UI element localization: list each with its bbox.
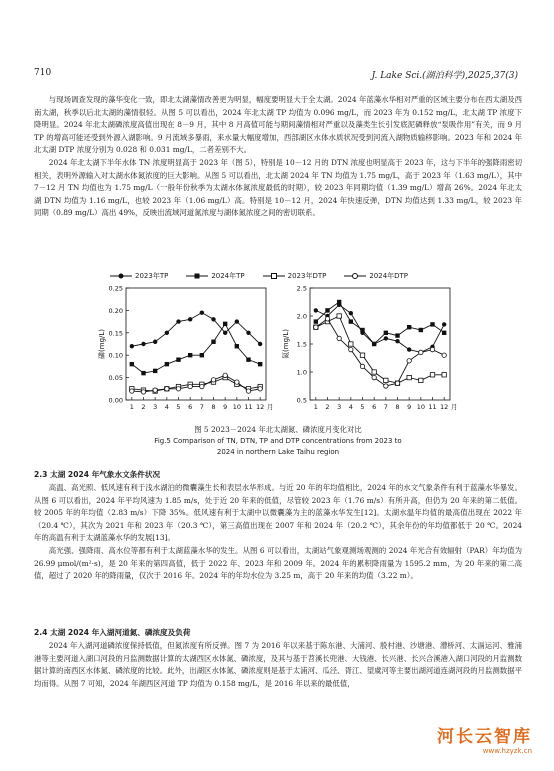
data-point <box>153 388 157 392</box>
figure-caption-en-line2: 2024 in northern Lake Taihu region <box>216 448 340 456</box>
data-point <box>176 357 180 361</box>
x-tick-label: 6 <box>188 403 193 411</box>
x-tick-label: 3 <box>337 403 342 411</box>
x-tick-label: 9 <box>407 403 412 411</box>
x-tick-label: 5 <box>360 403 365 411</box>
data-point <box>384 384 388 388</box>
data-point <box>407 347 411 351</box>
data-point <box>130 389 134 393</box>
figure-caption-cn: 图 5 2023－2024 年北太湖氮、磷浓度月变化对比 <box>194 425 362 434</box>
series-line <box>132 375 260 392</box>
data-point <box>372 375 376 379</box>
phosphorus-chart <box>96 282 276 420</box>
data-point <box>165 331 169 335</box>
data-point <box>419 328 423 332</box>
data-point <box>235 380 239 384</box>
x-tick-label: 1 <box>313 403 318 411</box>
data-point <box>200 384 204 388</box>
data-point <box>384 378 388 382</box>
data-point <box>258 342 262 346</box>
y-tick-label: 0.20 <box>108 306 123 315</box>
filled-square-marker-icon <box>186 272 208 280</box>
data-point <box>384 336 388 340</box>
data-point <box>349 342 353 346</box>
data-point <box>442 373 446 377</box>
filled-circle-marker-icon <box>110 272 132 280</box>
data-point <box>395 381 399 385</box>
data-point <box>235 344 239 348</box>
data-point <box>372 370 376 374</box>
x-tick-label: 11 <box>428 403 437 411</box>
data-point <box>130 362 134 366</box>
data-point <box>407 359 411 363</box>
section-heading-2-3: 2.3 太湖 2024 年气象水文条件状况 <box>34 470 161 479</box>
chart-legend <box>110 271 450 281</box>
data-point <box>141 342 145 346</box>
paragraph: 高温、高光照、低风速有利于浅水湖泊的微囊藻生长和表层水华形成。与近 20 年的年均值相比，2024 年的水文气象条件有利于蓝藻水华暴发。从图 6 可以看出，2024 年平均风速为 1.85 m/s，处于近 20 年来的低值，尽管较 2023 年（1.76 m/s）有所升高，但仍为 20 年来的第二低值。较 2005 年的年均值（2.83 m/s）下降 35%。低风速有利于太湖中以微囊藻为主的蓝藻水华发生[12]。太湖水温年均值的最高值出现在 2022 年（20.4 ℃），其次为 2021 年和 2023 年（20.3 ℃），第三高值出现在 2007 年和 2024 年（20.2 ℃），其余年份的年均值都低于 20 ℃。2024 年的高温有利于太湖蓝藻水华的发展[13]。 <box>34 483 522 543</box>
data-point <box>349 347 353 351</box>
x-axis-label: 月 <box>267 403 274 411</box>
data-point <box>407 375 411 379</box>
y-tick-label: 2.5 <box>296 284 307 293</box>
y-tick-label: 0.05 <box>108 374 123 383</box>
data-point <box>223 331 227 335</box>
data-point <box>337 314 341 318</box>
data-point <box>407 325 411 329</box>
data-point <box>349 319 353 323</box>
x-axis-label: 月 <box>451 403 458 411</box>
data-point <box>314 319 318 323</box>
x-tick-label: 8 <box>395 403 400 411</box>
y-tick-label: 0.15 <box>108 329 123 338</box>
legend-item <box>344 271 408 281</box>
x-tick-label: 12 <box>440 403 449 411</box>
data-point <box>442 322 446 326</box>
data-point <box>188 384 192 388</box>
data-point <box>258 387 262 391</box>
x-tick-label: 10 <box>416 403 425 411</box>
x-tick-label: 7 <box>383 403 388 411</box>
y-tick-label: 1.0 <box>296 368 307 377</box>
watermark-url: www.hzyzk.cn <box>482 747 532 755</box>
y-tick-label: 2.0 <box>296 312 307 321</box>
y-tick-label: 0.25 <box>108 284 123 293</box>
data-point <box>395 333 399 337</box>
data-point <box>442 353 446 357</box>
y-tick-label: 0.5 <box>296 396 307 405</box>
figure-caption-en-line1: Fig.5 Comparison of TN, DTN, TP and DTP concentrations from 2023 to <box>154 437 402 445</box>
open-circle-marker-icon <box>344 272 366 280</box>
data-point <box>337 336 341 340</box>
data-point <box>430 373 434 377</box>
body-text-top <box>34 94 522 220</box>
plot-frame <box>126 288 266 400</box>
data-point <box>211 317 215 321</box>
section-heading-2-4: 2.4 太湖 2024 年入湖河道氮、磷浓度及负荷 <box>34 628 191 637</box>
data-point <box>246 331 250 335</box>
x-tick-label: 7 <box>199 403 204 411</box>
data-point <box>360 328 364 332</box>
data-point <box>246 357 250 361</box>
data-point <box>325 308 329 312</box>
data-point <box>223 322 227 326</box>
x-tick-label: 2 <box>141 403 146 411</box>
data-point <box>188 317 192 321</box>
data-point <box>258 362 262 366</box>
watermark <box>437 722 532 755</box>
x-tick-label: 10 <box>232 403 241 411</box>
plot-frame <box>310 288 450 400</box>
data-point <box>442 331 446 335</box>
data-point <box>384 331 388 335</box>
y-tick-label: 0.00 <box>108 396 123 405</box>
data-point <box>176 387 180 391</box>
data-point <box>360 364 364 368</box>
data-point <box>372 342 376 346</box>
nitrogen-chart <box>280 282 460 420</box>
data-point <box>141 371 145 375</box>
data-point <box>430 322 434 326</box>
y-tick-label: 1.5 <box>296 340 307 349</box>
data-point <box>141 390 145 394</box>
paragraph: 与现场调查发现的藻华变化一致，即北太湖藻情改善更为明显，幅度要明显大于全太湖。2024 年蓝藻水华相对严重的区域主要分布在西太湖及西南太湖，秋季以后北太湖的藻情很轻。从图 5 可以看出，2024 年北太湖 TP 均值为 0.096 mg/L，而 2023 年为 0.152 mg/L，北太湖 TP 浓度下降明显。2024 年北太湖磷浓度高值出现在 8－9 月，其中 8 月高值可能与期间藻情相对严重以及藻类生长引发底泥磷释放“泵吸作用”有关，而 9 月 TP 的增高可能还受到外源入湖影响。9 月流域多暴雨，来水量大幅度增加，西部湖区水体水质状况受到河流入湖物质输移影响。2023 年和 2024 年北太湖 DTP 浓度分别为 0.028 和 0.031 mg/L，二者差别不大。 <box>34 95 522 155</box>
data-point <box>176 319 180 323</box>
series-line <box>316 305 444 353</box>
data-point <box>130 344 134 348</box>
paragraph: 2024 年入湖河道磷浓度保持低值，但氮浓度有所反弹。图 7 为 2016 年以来基于陈东港、大浦河、殷村港、沙塘港、漕桥河、太滆运河、雅浦港等主要河道入湖口河段的月监测数据计算的太湖西区水体氮、磷浓度，及其与基于苕溪长兜港、大钱港、长兴港、长兴合溪港入湖口河段的月监测数据计算的南西区水体氮、磷浓度的比较。此外，出湖区水体氮、磷浓度则是基于太浦河、瓜泾、胥江、望虞河等主要出湖河道连湖河段的月监测数据平均而得。从图 7 可知，2024 年湖西区河道 TP 均值为 0.158 mg/L，是 2016 年以来的最低值， <box>34 641 522 688</box>
x-tick-label: 11 <box>244 403 253 411</box>
section-2-4-body <box>34 640 522 690</box>
data-point <box>360 353 364 357</box>
legend-item <box>263 271 327 281</box>
x-tick-label: 8 <box>211 403 216 411</box>
x-tick-label: 12 <box>256 403 265 411</box>
data-point <box>153 369 157 373</box>
data-point <box>314 325 318 329</box>
legend-label: 2023年TP <box>135 272 169 280</box>
x-tick-label: 6 <box>372 403 377 411</box>
series-line <box>132 378 260 391</box>
data-point <box>211 340 215 344</box>
journal-header: J. Lake Sci.(湖泊科学),2025,37(3) <box>371 71 518 81</box>
data-point <box>395 339 399 343</box>
data-point <box>223 373 227 377</box>
data-point <box>165 387 169 391</box>
data-point <box>200 353 204 357</box>
data-point <box>430 347 434 351</box>
paragraph: 2024 年北太湖下半年水体 TN 浓度明显高于 2023 年（图 5），特别是 10－12 月的 DTN 浓度也明显高于 2023 年，这与下半年的强降雨密切相关，表明外源输入对太湖水体氮浓度的巨大影响。从图 5 可以看出，北太湖 2024 年 TN 均值为 1.75 mg/L，高于 2023 年（1.63 mg/L），其中 7－12 月 TN 均值也为 1.75 mg/L（一般年份秋季为太湖水体氮浓度最低的时期），较 2023 年同期均值（1.39 mg/L）增高 26%。2024 年北太湖 DTN 均值为 1.16 mg/L，也较 2023 年（1.06 mg/L）高。特别是 10－12 月，2024 年快速反弹，DTN 均值达到 1.33 mg/L，较 2023 年同期（0.89 mg/L）高出 49%，反映出流域河道氮浓度与湖体氮浓度之间的密切联系。 <box>34 157 522 218</box>
paragraph: 高光强、强降雨、高水位等都有利于太湖蓝藻水华的发生。从图 6 可以看出，太湖站气象观测场观测的 2024 年光合有效辐射（PAR）年均值为 26.99 μmol/(m²·s)，是 20 年来的第四高值，低于 2022 年、2023 年和 2009 年。2024 年的累积降雨量为 1595.2 mm，为 20 年来的第二高值，超过了 2020 年的降雨量，仅次于 2016 年。2024 年的年均水位为 3.25 m，高于 20 年来的均值（3.22 m）。 <box>34 545 522 581</box>
data-point <box>165 362 169 366</box>
data-point <box>153 340 157 344</box>
x-tick-label: 4 <box>348 403 353 411</box>
series-line <box>316 316 444 383</box>
data-point <box>349 311 353 315</box>
data-point <box>337 300 341 304</box>
y-axis-label: 磷(mg/L) <box>98 329 106 359</box>
watermark-logo: 河长云智库 <box>437 727 532 747</box>
data-point <box>325 317 329 321</box>
y-tick-label: 0.10 <box>108 351 123 360</box>
series-line <box>132 324 260 373</box>
data-point <box>235 319 239 323</box>
section-2-3-body <box>34 482 522 583</box>
legend-label: 2023年DTP <box>287 272 327 280</box>
legend-item <box>186 271 244 281</box>
legend-label: 2024年TP <box>211 272 245 280</box>
x-tick-label: 5 <box>176 403 181 411</box>
data-point <box>211 378 215 382</box>
data-point <box>314 308 318 312</box>
x-tick-label: 9 <box>223 403 228 411</box>
legend-label: 2024年DTP <box>369 272 409 280</box>
x-tick-label: 1 <box>129 403 134 411</box>
open-square-marker-icon <box>263 272 285 280</box>
page-number: 710 <box>34 68 52 78</box>
data-point <box>200 310 204 314</box>
data-point <box>419 378 423 382</box>
y-axis-label: 氮(mg/L) <box>282 329 290 359</box>
x-tick-label: 3 <box>153 403 158 411</box>
data-point <box>246 389 250 393</box>
x-tick-label: 2 <box>325 403 330 411</box>
legend-item <box>110 271 168 281</box>
data-point <box>419 350 423 354</box>
data-point <box>188 353 192 357</box>
series-line <box>132 313 260 347</box>
x-tick-label: 4 <box>164 403 169 411</box>
